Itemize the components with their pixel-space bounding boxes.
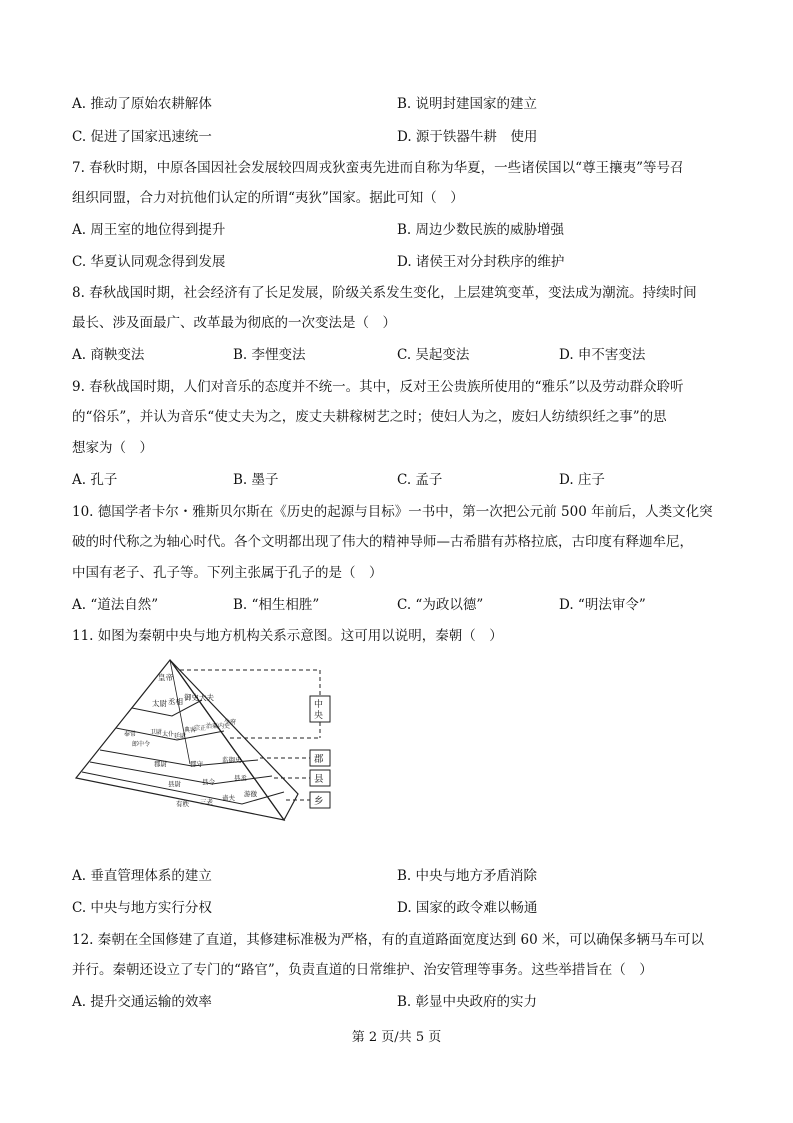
q6-option-b: B. 说明封建国家的建立 [397, 96, 538, 112]
tier-label-taiwei: 太尉 [152, 699, 167, 708]
tier-label-xianling: 县令 [202, 778, 215, 786]
tier-label-junwei: 郡尉 [154, 760, 167, 768]
tier-label-yushi-dafu: 御史大夫 [184, 693, 214, 702]
q8-stem-line-1: 8. 春秋战国时期，社会经济有了长足发展，阶级关系发生变化，上层建筑变革，变法成为潮流。持续时间 [72, 285, 697, 301]
q12-stem-line-1: 12. 秦朝在全国修建了直道，其修建标准极为严格，有的直道路面宽度达到 60 米，可以确保多辆马车可以 [72, 932, 705, 948]
q6-option-c: C. 促进了国家迅速统一 [72, 129, 212, 145]
tier-label-junshou: 郡守 [190, 760, 203, 768]
q7-option-b: B. 周边少数民族的威胁增强 [397, 222, 565, 238]
q7-option-d: D. 诸侯王对分封秩序的维护 [397, 254, 565, 270]
q8-option-d: D. 申不害变法 [559, 347, 646, 363]
q7-option-c: C. 华夏认同观念得到发展 [72, 254, 226, 270]
q6-option-d: D. 源于铁器牛耕 使用 [397, 129, 538, 145]
q8-option-b: B. 李悝变法 [233, 347, 306, 363]
q9-stem-line-2: 的“俗乐”，并认为音乐“使丈夫为之，废丈夫耕稼树艺之时；使妇人为之，废妇人纺绩织纴之事”的思 [72, 409, 667, 425]
q9-stem-line-1: 9. 春秋战国时期，人们对音乐的态度并不统一。其中，反对王公贵族所使用的“雅乐”以及劳动群众聆听 [72, 379, 684, 395]
q11-option-a: A. 垂直管理体系的建立 [72, 868, 212, 884]
q9-option-b: B. 墨子 [233, 472, 279, 488]
qin-government-pyramid-diagram [72, 658, 342, 828]
q10-stem-line-2: 破的时代称之为轴心时代。各个文明都出现了伟大的精神导师—古希腊有苏格拉底，古印度有释迦牟尼， [72, 534, 693, 550]
q10-option-c: C. “为政以德” [397, 597, 484, 613]
tier-label-taipu: 太仆 [162, 731, 175, 738]
q9-option-c: C. 孟子 [397, 472, 443, 488]
tier-label-fengchang: 奉常 [124, 731, 137, 738]
bracket-label-commandery: 郡 [314, 754, 324, 765]
page-footer: 第 2 页/共 5 页 [351, 1030, 442, 1045]
tier-label-chengxiang: 丞相 [168, 697, 183, 706]
bracket-label-central-bottom: 央 [314, 711, 324, 721]
q8-option-a: A. 商鞅变法 [72, 347, 145, 363]
tier-label-weiwei: 卫尉 [150, 729, 163, 736]
q12-option-a: A. 提升交通运输的效率 [72, 994, 212, 1010]
q11-stem-line-1: 11. 如图为秦朝中央与地方机构关系示意图。这可用以说明，秦朝（ ） [72, 628, 503, 644]
q9-stem-line-3: 想家为（ ） [72, 440, 153, 456]
q10-stem-line-3: 中国有老子、孔子等。下列主张属于孔子的是（ ） [72, 565, 383, 581]
tier-label-xiancheng: 县丞 [234, 774, 247, 782]
tier-label-langzhongling: 郎中令 [132, 741, 151, 748]
tier-label-sefu: 啬夫 [222, 794, 235, 802]
bracket-label-central-top: 中 [314, 700, 324, 710]
q6-option-a: A. 推动了原始农耕解体 [72, 96, 212, 112]
tier-label-emperor: 皇帝 [158, 673, 173, 682]
tier-label-tingwei: 廷尉 [174, 733, 187, 740]
q7-stem-line-1: 7. 春秋时期，中原各国因社会发展较四周戎狄蛮夷先进而自称为华夏，一些诸侯国以“尊王攘夷”等号召 [72, 160, 684, 176]
tier-label-jianyushi: 监御史 [222, 756, 242, 764]
pyramid-front-edge [170, 660, 190, 764]
tier-label-sanlao: 三老 [200, 798, 213, 806]
tier-label-youjiao: 游徼 [244, 790, 257, 798]
q9-option-a: A. 孔子 [72, 472, 118, 488]
tier-divider-1 [132, 700, 202, 716]
tier-label-dianke: 典客 [184, 727, 197, 734]
q12-option-b: B. 彰显中央政府的实力 [397, 994, 538, 1010]
q9-option-d: D. 庄子 [559, 472, 605, 488]
q12-stem-line-2: 并行。秦朝还设立了专门的“路官”，负责直道的日常维护、治安管理等事务。这些举措旨在（ ） [72, 962, 653, 978]
q7-stem-line-2: 组织同盟，合力对抗他们认定的所谓“夷狄”国家。据此可知（ ） [72, 190, 464, 206]
q11-option-b: B. 中央与地方矛盾消除 [397, 868, 538, 884]
q11-option-d: D. 国家的政令难以畅通 [397, 900, 538, 916]
q8-stem-line-2: 最长、涉及面最广、改革最为彻底的一次变法是（ ） [72, 315, 396, 331]
bracket-label-county: 县 [314, 774, 324, 785]
bracket-label-township: 乡 [314, 796, 324, 807]
q10-stem-line-1: 10. 德国学者卡尔・雅斯贝尔斯在《历史的起源与目标》一书中，第一次把公元前 500 年前后，人类文化突 [72, 504, 713, 520]
tier-label-shaofu: 少府 [224, 719, 237, 726]
q11-option-c: C. 中央与地方实行分权 [72, 900, 212, 916]
q10-option-d: D. “明法审令” [559, 597, 646, 613]
q8-option-c: C. 吴起变法 [397, 347, 470, 363]
tier-label-zongzheng: 宗正 [194, 725, 207, 732]
tier-label-xianwei: 县尉 [168, 780, 181, 788]
tier-label-zhisu-neishi: 治粟内史 [206, 723, 231, 730]
q10-option-a: A. “道法自然” [72, 597, 159, 613]
q10-option-b: B. “相生相胜” [233, 597, 320, 613]
q7-option-a: A. 周王室的地位得到提升 [72, 222, 226, 238]
tier-label-youzhi: 有秩 [176, 800, 189, 808]
